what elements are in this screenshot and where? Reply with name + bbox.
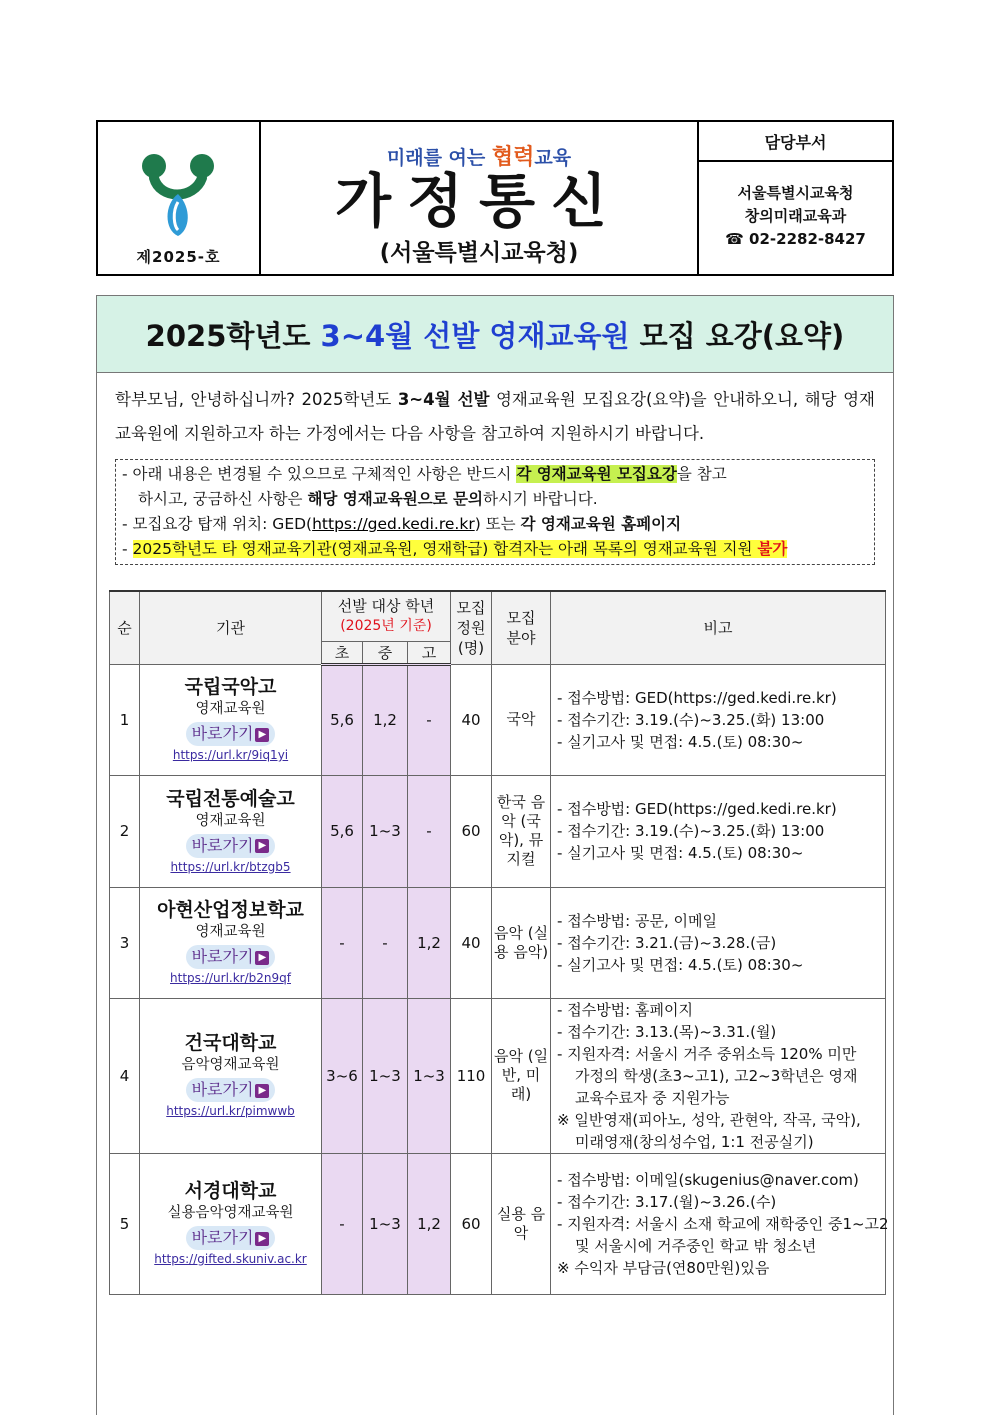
org-cell: 국립전통예술고 영재교육원 바로가기 ▶ https://url.kr/btzgb5	[140, 775, 322, 887]
notice-line-4: - 2025학년도 타 영재교육기관(영재교육원, 영재학급) 합격자는 아래 목록의 영재교육원 지원 불가	[122, 540, 788, 558]
notice-line-2: 하시고, 궁금하신 사항은 해당 영재교육원으로 문의하시기 바랍니다.	[138, 490, 598, 508]
header-no: 순	[110, 591, 140, 664]
title-cell	[261, 122, 699, 274]
note-cell: - 접수방법: 이메일(skugenius@naver.com) - 접수기간: 3.17.(월)~3.26.(수) - 지원자격: 서울시 소재 학교에 재학중인 중1~고2 및 서울시에 거주중인 학교 밖 청소년 ※ 수익자 부담금(연80만원)있음	[551, 1153, 886, 1294]
department-phone: ☎ 02-2282-8427	[725, 230, 866, 248]
goto-button[interactable]: 바로가기 ▶	[186, 722, 276, 746]
table-row: 2 국립전통예술고 영재교육원 바로가기 ▶ https://url.kr/btzgb5 5,6 1~3 - 60 한국 음악 (국악), 뮤지컬 - 접수방법: GED(https://ged.kedi.re.kr) - 접수기간: 3.19.(수)~3.25.(화) 13:00 - 실기고사 및 면접: 4.5.(토) 08:30~	[110, 775, 886, 887]
org-url[interactable]: https://url.kr/pimwwb	[166, 1104, 295, 1118]
department-label: 담당부서	[699, 122, 892, 162]
table-row: 5 서경대학교 실용음악영재교육원 바로가기 ▶ https://gifted.skuniv.ac.kr - 1~3 1,2 60 실용 음악 - 접수방법: 이메일(skugenius@naver.com) - 접수기간: 3.17.(월)~3.26.(수) - 지원자격: 서울시 소재 학교에 재학중인 중1~고2 및 서울시에 거주중인 학교 밖 청소년 ※ 수익자 부담금(연80만원)있음	[110, 1153, 886, 1294]
table-header-row	[110, 591, 886, 641]
notice-line-1: - 아래 내용은 변경될 수 있으므로 구체적인 사항은 반드시 각 영재교육원 모집요강을 참고	[122, 465, 727, 483]
goto-button[interactable]: 바로가기 ▶	[186, 834, 276, 858]
header-field: 모집 분야	[492, 591, 551, 664]
org-cell: 아현산업정보학교 영재교육원 바로가기 ▶ https://url.kr/b2n9qf	[140, 887, 322, 998]
newsletter-title: 가정통신	[334, 167, 624, 235]
header-high: 고	[408, 641, 451, 664]
org-url[interactable]: https://url.kr/9iq1yi	[172, 748, 289, 762]
org-cell: 건국대학교 음악영재교육원 바로가기 ▶ https://url.kr/pimwwb	[140, 998, 322, 1153]
ged-link[interactable]: https://ged.kedi.re.kr	[312, 515, 475, 533]
note-cell: - 접수방법: GED(https://ged.kedi.re.kr) - 접수기간: 3.19.(수)~3.25.(화) 13:00 - 실기고사 및 면접: 4.5.(토) 08:30~	[551, 775, 886, 887]
department-info	[699, 162, 892, 274]
arrow-right-icon: ▶	[255, 728, 269, 742]
newsletter-subtitle: (서울특별시교육청)	[379, 240, 579, 266]
logo-cell	[98, 122, 261, 274]
newsletter-header	[96, 120, 894, 276]
table-row: 1 국립국악고 영재교육원 바로가기 ▶ https://url.kr/9iq1yi 5,6 1,2 - 40 국악 - 접수방법: GED(https://ged.kedi.re.kr) - 접수기간: 3.19.(수)~3.25.(화) 13:00 - 실기고사 및 면접: 4.5.(토) 08:30~	[110, 664, 886, 775]
goto-button[interactable]: 바로가기 ▶	[186, 1226, 276, 1250]
note-cell: - 접수방법: 공문, 이메일 - 접수기간: 3.21.(금)~3.28.(금) - 실기고사 및 면접: 4.5.(토) 08:30~	[551, 887, 886, 998]
table-row: 3 아현산업정보학교 영재교육원 바로가기 ▶ https://url.kr/b2n9qf - - 1,2 40 음악 (실용 음악) - 접수방법: 공문, 이메일 - 접수기간: 3.21.(금)~3.28.(금) - 실기고사 및 면접: 4.5.(토) 08:30~	[110, 887, 886, 998]
institution-table	[109, 590, 889, 1295]
org-cell: 서경대학교 실용음악영재교육원 바로가기 ▶ https://gifted.skuniv.ac.kr	[140, 1153, 322, 1294]
header-org: 기관	[140, 591, 322, 664]
org-url[interactable]: https://url.kr/b2n9qf	[170, 971, 291, 985]
note-cell: - 접수방법: 홈페이지 - 접수기간: 3.13.(목)~3.31.(월) - 지원자격: 서울시 거주 중위소득 120% 미만 가정의 학생(초3~고1), 고2~3학년은 영재 교육수료자 중 지원가능 ※ 일반영재(피아노, 성악, 관현악, 작곡, 국악), 미래영재(창의성수업, 1:1 전공실기)	[551, 998, 886, 1153]
intro-paragraph: 학부모님, 안녕하십니까? 2025학년도 3~4월 선발 영재교육원 모집요강(요약)을 안내하오니, 해당 영재교육원에 지원하고자 하는 가정에서는 다음 사항을 참고하여 지원하시기 바랍니다.	[115, 390, 875, 443]
notice-box	[115, 459, 875, 565]
department-org: 서울특별시교육청	[737, 184, 854, 202]
header-note: 비고	[551, 591, 886, 664]
table-row: 4 건국대학교 음악영재교육원 바로가기 ▶ https://url.kr/pimwwb 3~6 1~3 1~3 110 음악 (일반, 미래) - 접수방법: 홈페이지 - 접수기간: 3.13.(목)~3.31.(월) - 지원자격: 서울시 거주 중위소득 120% 미만 가정의 학생(초3~고1), 고2~3학년은 영재 교육수료자 중 지원가능 ※ 일반영재(피아노, 성악, 관현악, 작곡, 국악), 미래영재(창의성수업, 1:1 전공실기)	[110, 998, 886, 1153]
header-target: 선발 대상 학년 (2025년 기준)	[322, 591, 451, 641]
org-url[interactable]: https://gifted.skuniv.ac.kr	[154, 1252, 307, 1266]
arrow-right-icon: ▶	[255, 1084, 269, 1098]
org-url[interactable]: https://url.kr/btzgb5	[170, 859, 291, 874]
header-quota: 모집 정원 (명)	[451, 591, 492, 664]
goto-button[interactable]: 바로가기 ▶	[186, 1078, 276, 1102]
department-cell	[699, 122, 892, 274]
arrow-right-icon: ▶	[255, 839, 269, 853]
notice-line-3: - 모집요강 탑재 위치: GED(https://ged.kedi.re.kr) 또는 각 영재교육원 홈페이지	[122, 515, 682, 533]
org-cell: 국립국악고 영재교육원 바로가기 ▶ https://url.kr/9iq1yi	[140, 664, 322, 775]
main-section	[96, 295, 894, 1415]
goto-button[interactable]: 바로가기 ▶	[186, 945, 276, 969]
seoul-education-logo	[134, 148, 222, 240]
header-mid: 중	[363, 641, 408, 664]
main-title: 2025학년도 3~4월 선발 영재교육원 모집 요강(요약)	[97, 296, 893, 373]
note-cell: - 접수방법: GED(https://ged.kedi.re.kr) - 접수기간: 3.19.(수)~3.25.(화) 13:00 - 실기고사 및 면접: 4.5.(토) 08:30~	[551, 664, 886, 775]
header-elem: 초	[322, 641, 363, 664]
arrow-right-icon: ▶	[255, 1232, 269, 1246]
arrow-right-icon: ▶	[255, 951, 269, 965]
issue-number: 제2025-호	[136, 248, 221, 266]
department-division: 창의미래교육과	[744, 207, 847, 225]
slogan: 미래를 여는 협력교육	[386, 145, 572, 170]
